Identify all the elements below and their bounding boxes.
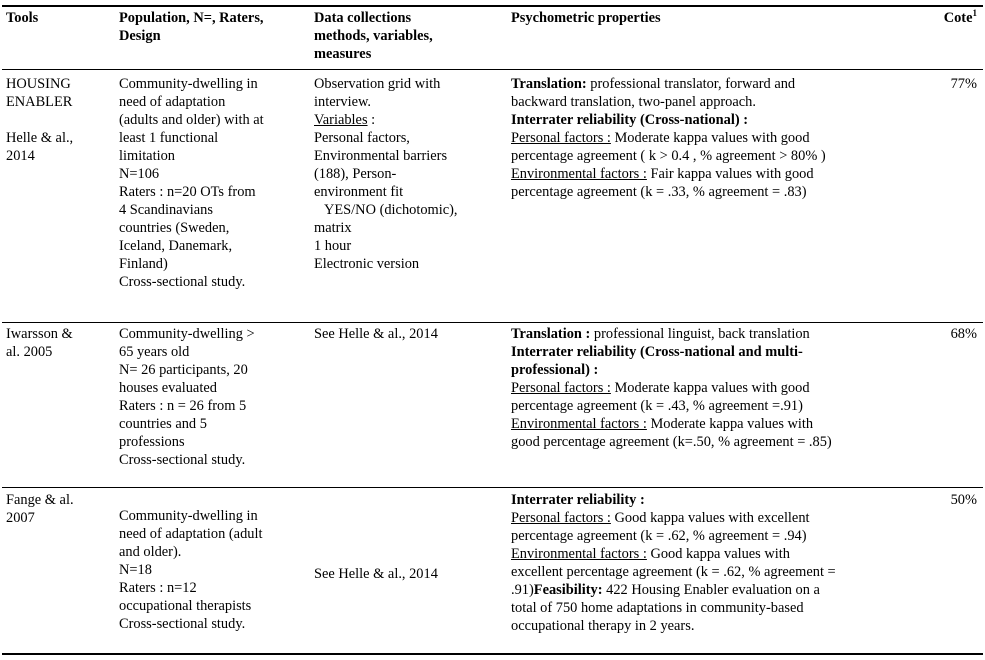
table-top-rule [2, 5, 983, 7]
table-row-methods: See Helle & al., 2014 [314, 326, 438, 342]
header-data-methods: Data collections methods, variables, measures [314, 10, 433, 62]
table-row-tool: Iwarsson & al. 2005 [6, 326, 73, 360]
table-row-population: Community-dwelling in need of adaptation (adult and older). N=18 Raters : n=12 occupational therapists Cross-sectional study. [119, 508, 263, 632]
header-population: Population, N=, Raters, Design [119, 10, 264, 44]
table-row-methods: See Helle & al., 2014 [314, 566, 438, 582]
table-row-psychometric: Translation : professional linguist, back translation Interrater reliability (Cross-national and multi- professional) : Personal factors : Moderate kappa values with good percentage agreement (k = .43, % agreement =.91) Environmental factors : Moderate kappa values with good percentage agreement (k=.50, % agreement = .85) [511, 326, 832, 450]
table-bottom-rule [2, 653, 983, 655]
table-row-psychometric: Interrater reliability : Personal factors : Good kappa values with excellent percentage agreement (k = .62, % agreement = .94) Environmental factors : Good kappa values with excellent percentage agreement (k = .62, % agreement = .91)Feasibility: 422 Housing Enabler evaluation on a total of 750 home adaptations in community-based occupational therapy in 2 years. [511, 492, 836, 634]
table-row-methods: Observation grid with interview. Variables : Personal factors, Environmental barriers (188), Person- environment fit YES/NO (dichotomic), matrix 1 hour Electronic version [314, 76, 458, 272]
table-row-cote: 50% [950, 492, 977, 508]
header-rule [2, 69, 983, 70]
table-row-population: Community-dwelling in need of adaptation (adults and older) with at least 1 functional limitation N=106 Raters : n=20 OTs from 4 Scandinavians countries (Sweden, Iceland, Danemark, Finland) Cross-sectional study. [119, 76, 264, 290]
row-rule [2, 487, 983, 488]
table-row-tool: HOUSING ENABLER Helle & al., 2014 [6, 76, 74, 164]
table-row-tool: Fange & al. 2007 [6, 492, 74, 526]
table-row-population: Community-dwelling > 65 years old N= 26 participants, 20 houses evaluated Raters : n = 26 from 5 countries and 5 professions Cross-sectional study. [119, 326, 255, 468]
table-row-cote: 68% [950, 326, 977, 342]
header-cote: Cote$^1$ [943, 8, 977, 26]
header-psychometric: Psychometric properties [511, 10, 661, 26]
table-row-cote: 77% [950, 76, 977, 92]
header-tools: Tools [6, 10, 39, 26]
row-rule [2, 322, 983, 323]
table-row-psychometric: Translation: professional translator, forward and backward translation, two-panel approach. Interrater reliability (Cross-national) : Personal factors : Moderate kappa values with good percentage agreement ( k > 0.4 , % agreement > 80% ) Environmental factors : Fair kappa values with good percentage agreement (k = .33, % agreement = .83) [511, 76, 826, 200]
